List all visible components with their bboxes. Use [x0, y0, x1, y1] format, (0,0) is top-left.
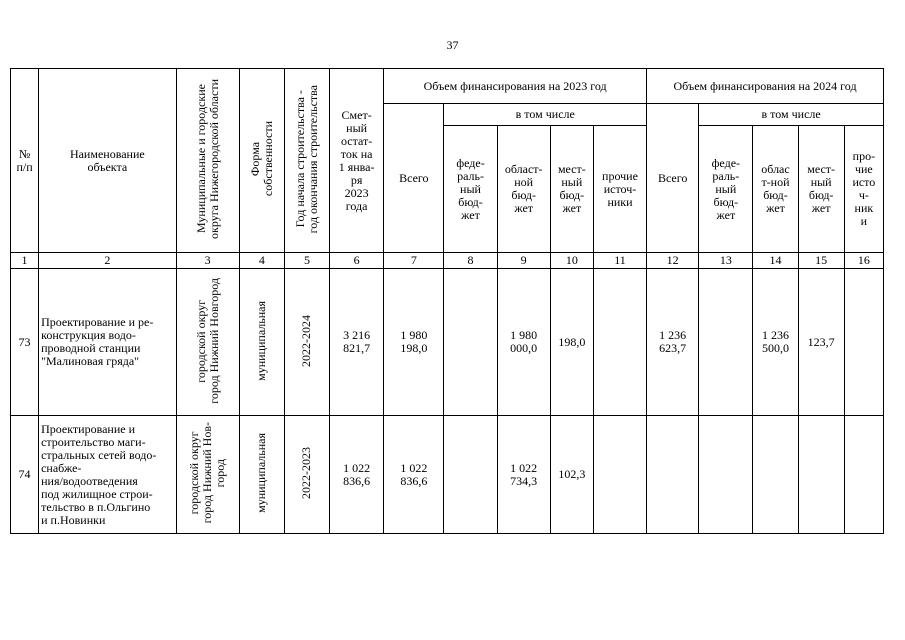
total-2024: 1 236 623,7 — [647, 269, 699, 416]
col-number: 10 — [550, 253, 593, 269]
col-remainder-header: Смет- ный остат- ток на 1 янва- ря 2023 года — [330, 69, 384, 253]
col-number: 14 — [753, 253, 798, 269]
other-2023 — [593, 269, 646, 416]
table-row — [11, 416, 884, 534]
fed2023-header: федe- раль- ный бюд- жет — [444, 126, 497, 253]
incl2024-header: в том числе — [699, 104, 884, 126]
district: городской округ город Нижний Нов- город — [176, 416, 239, 534]
col-name-header: Наименование объекта — [39, 69, 176, 253]
financing-table — [10, 68, 884, 534]
local-2024: 123,7 — [798, 269, 844, 416]
federal-2024 — [699, 416, 753, 534]
page-number: 37 — [446, 38, 459, 52]
regional-2024: 1 236 500,0 — [753, 269, 798, 416]
row-number: 73 — [11, 269, 39, 416]
col-number: 1 — [11, 253, 39, 269]
col-number: 11 — [593, 253, 646, 269]
total-2024 — [647, 416, 699, 534]
col-number: 7 — [384, 253, 444, 269]
reg2024-header: облас т-ной бюд- жет — [753, 126, 798, 253]
col-number: 15 — [798, 253, 844, 269]
table-row — [11, 269, 884, 416]
col-number: 3 — [176, 253, 239, 269]
object-name: Проектирование и ре- конструкция водо- проводной станции "Малиновая гряда" — [39, 269, 176, 416]
col-years-header: Год начала строительства - год окончания строительства — [284, 69, 329, 253]
remainder: 1 022 836,6 — [330, 416, 384, 534]
local-2023: 102,3 — [550, 416, 593, 534]
col-number: 9 — [497, 253, 550, 269]
col-num-header: № п/п — [11, 69, 39, 253]
total2023-header: Всего — [384, 104, 444, 253]
total2024-header: Всего — [647, 104, 699, 253]
col-number: 2 — [39, 253, 176, 269]
oth2023-header: прочие источ- ники — [593, 126, 646, 253]
object-name: Проектирование и строительство маги- стральных сетей водо- снабже- ния/водоотведения под жилищное строи- тельство в п.Ольгино и п.Новинки — [39, 416, 176, 534]
ownership: муниципальная — [239, 269, 284, 416]
local-2023: 198,0 — [550, 269, 593, 416]
regional-2023: 1 022 734,3 — [497, 416, 550, 534]
other-2024 — [844, 416, 883, 534]
fin2024-header: Объем финансирования на 2024 год — [647, 69, 884, 104]
federal-2024 — [699, 269, 753, 416]
remainder: 3 216 821,7 — [330, 269, 384, 416]
regional-2023: 1 980 000,0 — [497, 269, 550, 416]
years: 2022-2024 — [284, 269, 329, 416]
other-2024 — [844, 269, 883, 416]
header-row-1 — [11, 69, 884, 104]
oth2024-header: про- чие исто ч- ник и — [844, 126, 883, 253]
col-number: 13 — [699, 253, 753, 269]
total-2023: 1 980 198,0 — [384, 269, 444, 416]
reg2023-header: област- ной бюд- жет — [497, 126, 550, 253]
col-number: 16 — [844, 253, 883, 269]
col-district-header: Муниципальные и городские округа Нижегородской области — [176, 69, 239, 253]
col-number: 8 — [444, 253, 497, 269]
local-2024 — [798, 416, 844, 534]
column-number-row — [11, 253, 884, 269]
other-2023 — [593, 416, 646, 534]
col-number: 5 — [284, 253, 329, 269]
col-number: 4 — [239, 253, 284, 269]
total-2023: 1 022 836,6 — [384, 416, 444, 534]
loc2023-header: мест- ный бюд- жет — [550, 126, 593, 253]
fin2023-header: Объем финансирования на 2023 год — [384, 69, 647, 104]
district: городской округ город Нижний Новгород — [176, 269, 239, 416]
years: 2022-2023 — [284, 416, 329, 534]
federal-2023 — [444, 416, 497, 534]
row-number: 74 — [11, 416, 39, 534]
regional-2024 — [753, 416, 798, 534]
ownership: муниципальная — [239, 416, 284, 534]
col-number: 6 — [330, 253, 384, 269]
fed2024-header: феде- раль- ный бюд- жет — [699, 126, 753, 253]
federal-2023 — [444, 269, 497, 416]
col-ownership-header: Форма собственности — [239, 69, 284, 253]
col-number: 12 — [647, 253, 699, 269]
incl2023-header: в том числе — [444, 104, 647, 126]
loc2024-header: мест- ный бюд- жет — [798, 126, 844, 253]
